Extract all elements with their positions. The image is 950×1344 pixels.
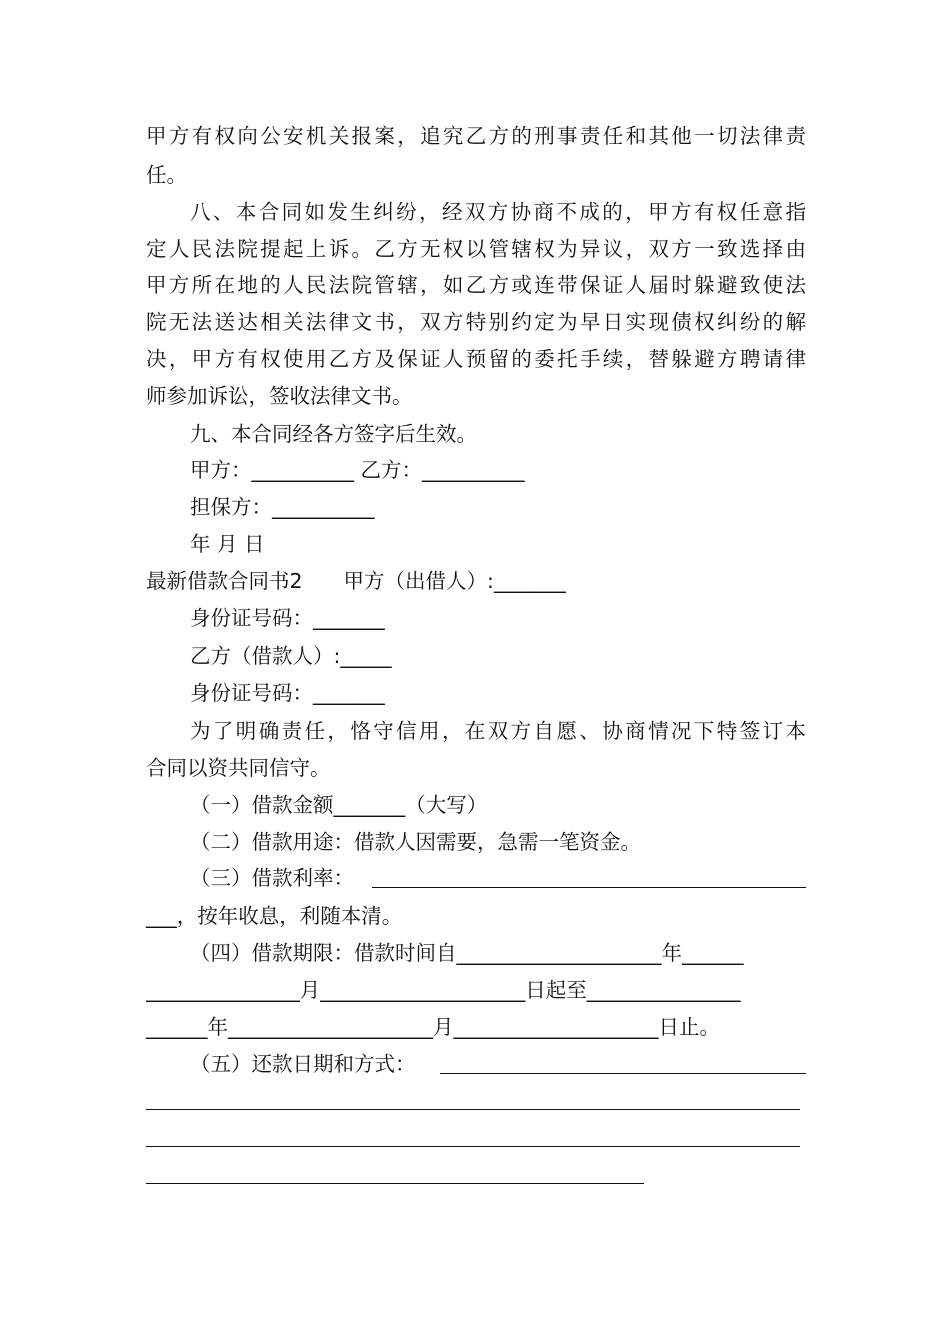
- signature-party-line: 甲方：__________ 乙方：__________: [190, 458, 525, 482]
- loan-term-line: _______________月____________________日起至_______________: [146, 978, 741, 1002]
- blank-underline: [146, 1146, 800, 1147]
- loan-purpose-line: （二）借款用途：借款人因需要，急需一笔资金。: [190, 830, 641, 854]
- clause-9-line: 九、本合同经各方签字后生效。: [190, 422, 477, 446]
- loan-term-line: ______年____________________月____________________日止。: [146, 1015, 720, 1039]
- interest-rate-line: （三）借款利率：: [190, 866, 354, 890]
- loan-amount-line: （一）借款金额_______（大写）: [190, 793, 488, 817]
- borrower-line: 乙方（借款人）:_____: [190, 644, 392, 668]
- loan-term-line: （四）借款期限：借款时间自____________________年______: [190, 941, 744, 965]
- date-line: 年 月 日: [190, 532, 265, 556]
- paragraph-line: 决，甲方有权使用乙方及保证人预留的委托手续，替躲避方聘请律: [146, 347, 806, 371]
- id-number-line: 身份证号码：_______: [190, 681, 385, 705]
- paragraph-line: 院无法送达相关法律文书，双方特别约定为早日实现债权纠纷的解: [146, 310, 806, 334]
- blank-underline: [372, 887, 806, 888]
- repayment-line: （五）还款日期和方式：: [190, 1052, 416, 1076]
- paragraph-line: 甲方有权向公安机关报案，追究乙方的刑事责任和其他一切法律责: [146, 124, 806, 148]
- paragraph-line: 甲方所在地的人民法院管辖，如乙方或连带保证人届时躲避致使法: [146, 273, 806, 297]
- paragraph-line: 师参加诉讼，签收法律文书。: [146, 384, 413, 408]
- blank-underline: [146, 1183, 644, 1184]
- paragraph-line: 为了明确责任，恪守信用，在双方自愿、协商情况下特签订本: [190, 719, 806, 743]
- contract-title-line: 最新借款合同书2 甲方（出借人）:_______: [146, 569, 566, 593]
- blank-underline: [146, 1109, 800, 1110]
- interest-rate-cont-line: ___，按年收息，利随本清。: [146, 904, 403, 928]
- paragraph-line: 合同以资共同信守。: [146, 756, 331, 780]
- clause-8-line: 八、本合同如发生纠纷，经双方协商不成的，甲方有权任意指: [190, 200, 806, 224]
- paragraph-line: 定人民法院提起上诉。乙方无权以管辖权为异议，双方一致选择由: [146, 237, 806, 261]
- guarantor-line: 担保方：__________: [190, 495, 375, 519]
- id-number-line: 身份证号码：_______: [190, 606, 385, 630]
- paragraph-line: 任。: [146, 163, 187, 187]
- blank-underline: [440, 1073, 806, 1074]
